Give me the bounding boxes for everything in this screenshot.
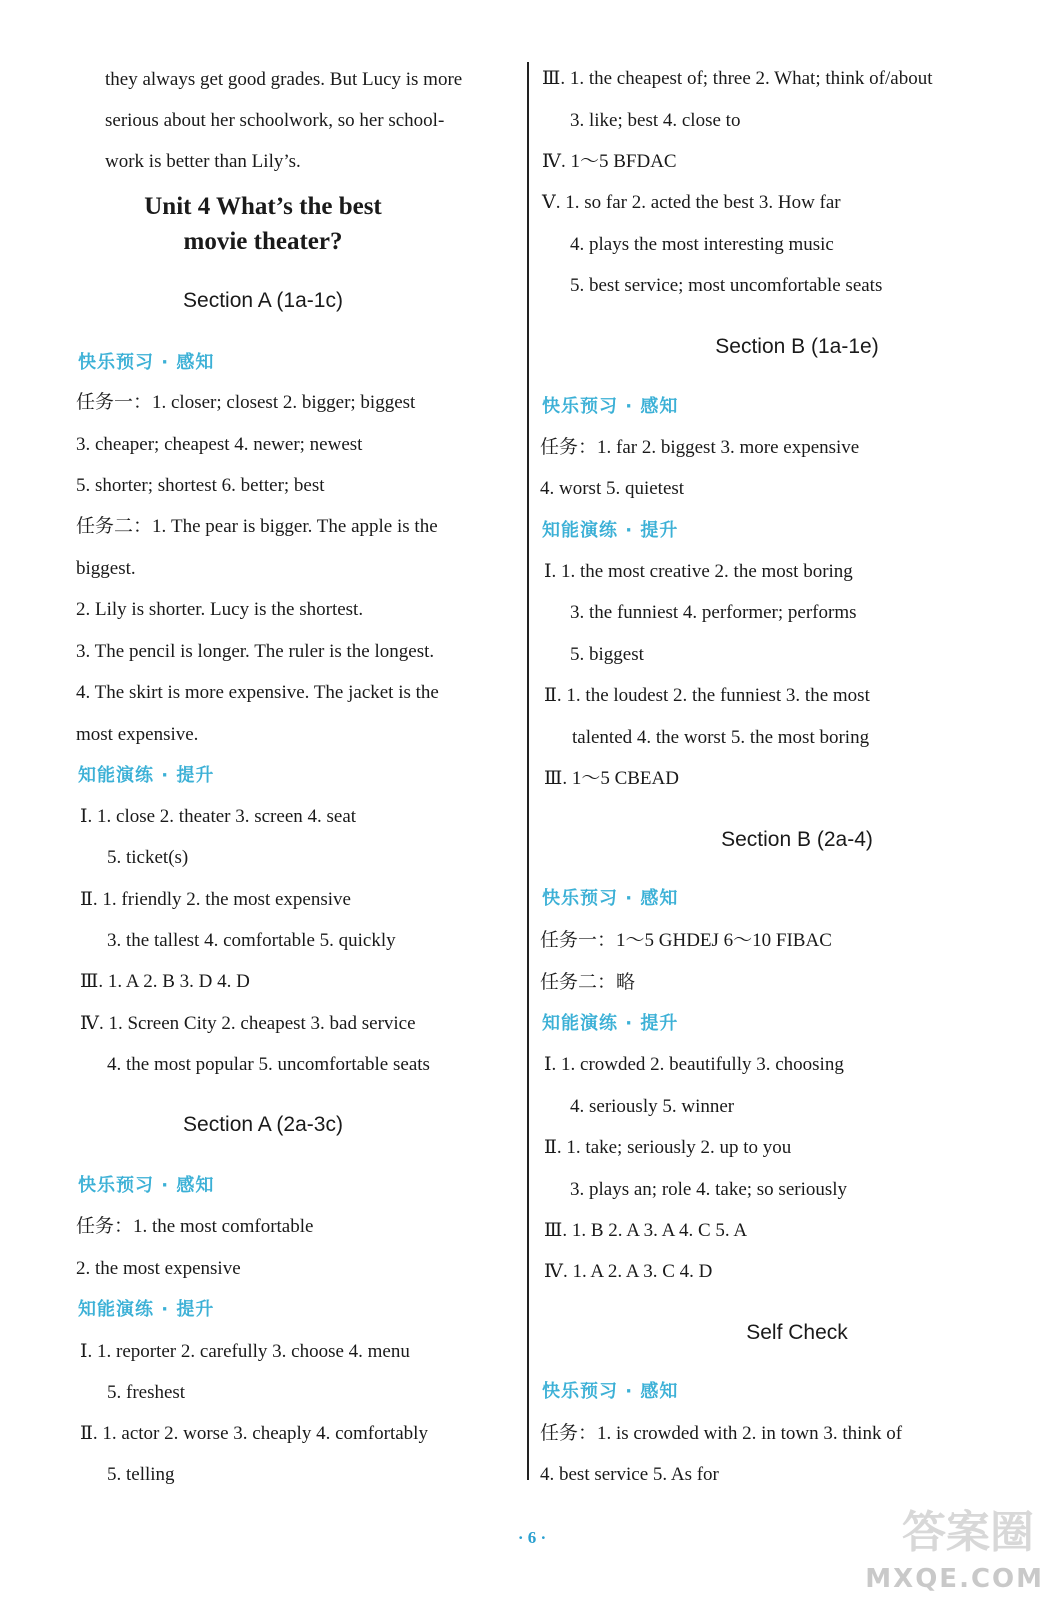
category-label: 快乐预习 · 感知 bbox=[542, 1381, 679, 1402]
exercise-line: 4. plays the most interesting music bbox=[570, 234, 834, 255]
exercise-line: talented 4. the worst 5. the most boring bbox=[572, 727, 870, 748]
answer-line: 4. worst 5. quietest bbox=[540, 478, 685, 499]
exercise-line: Ⅴ. 1. so far 2. acted the best 3. How far bbox=[542, 192, 841, 213]
answer-line: 2. the most expensive bbox=[76, 1258, 241, 1279]
exercise-line: 3. plays an; role 4. take; so seriously bbox=[570, 1179, 848, 1200]
answer-line: 4. The skirt is more expensive. The jacket is the bbox=[76, 682, 439, 703]
answer-line: 任务一：1～5 GHDEJ 6～10 FIBAC bbox=[540, 930, 832, 951]
exercise-line: Ⅲ. 1～5 CBEAD bbox=[544, 768, 679, 789]
answer-line: 5. shorter; shortest 6. better; best bbox=[76, 475, 325, 496]
category-label: 快乐预习 · 感知 bbox=[542, 888, 679, 909]
exercise-line: Ⅰ. 1. close 2. theater 3. screen 4. seat bbox=[80, 806, 357, 827]
answer-line: 4. best service 5. As for bbox=[540, 1464, 719, 1485]
intro-line: serious about her schoolwork, so her school- bbox=[105, 110, 445, 131]
watermark: MXQE.COM bbox=[865, 1564, 1044, 1594]
section-heading: Section A (2a-3c) bbox=[183, 1113, 343, 1136]
answer-line: 2. Lily is shorter. Lucy is the shortest. bbox=[76, 599, 364, 620]
answer-line: 3. cheaper; cheapest 4. newer; newest bbox=[76, 434, 363, 455]
answer-line: most expensive. bbox=[76, 724, 199, 745]
exercise-line: Ⅲ. 1. the cheapest of; three 2. What; think of/about bbox=[542, 68, 933, 89]
exercise-line: 4. seriously 5. winner bbox=[570, 1096, 735, 1117]
answer-line: 任务一：1. closer; closest 2. bigger; biggest bbox=[76, 392, 416, 413]
category-label: 知能演练 · 提升 bbox=[542, 520, 679, 541]
answer-line: 任务：1. far 2. biggest 3. more expensive bbox=[540, 437, 860, 458]
exercise-line: Ⅳ. 1. A 2. A 3. C 4. D bbox=[544, 1261, 713, 1282]
exercise-line: Ⅱ. 1. take; seriously 2. up to you bbox=[544, 1137, 792, 1158]
exercise-line: Ⅱ. 1. the loudest 2. the funniest 3. the most bbox=[544, 685, 870, 706]
category-label: 快乐预习 · 感知 bbox=[78, 352, 215, 373]
exercise-line: 3. the funniest 4. performer; performs bbox=[570, 602, 857, 623]
section-heading: Section B (1a-1e) bbox=[715, 335, 879, 358]
exercise-line: Ⅳ. 1～5 BFDAC bbox=[542, 151, 677, 172]
section-heading: Self Check bbox=[746, 1321, 848, 1344]
exercise-line: 5. telling bbox=[107, 1464, 175, 1485]
answer-line: 任务二：1. The pear is bigger. The apple is the bbox=[76, 516, 438, 537]
category-label: 快乐预习 · 感知 bbox=[542, 396, 679, 417]
exercise-line: 4. the most popular 5. uncomfortable seats bbox=[107, 1054, 430, 1075]
category-label: 快乐预习 · 感知 bbox=[78, 1175, 215, 1196]
exercise-line: Ⅰ. 1. reporter 2. carefully 3. choose 4. menu bbox=[80, 1341, 410, 1362]
exercise-line: Ⅱ. 1. friendly 2. the most expensive bbox=[80, 889, 351, 910]
page-number: · 6 · bbox=[517, 1528, 547, 1547]
answer-line: 任务二：略 bbox=[540, 972, 636, 993]
exercise-line: Ⅳ. 1. Screen City 2. cheapest 3. bad service bbox=[80, 1013, 416, 1034]
intro-line: work is better than Lily’s. bbox=[105, 151, 301, 172]
exercise-line: 3. the tallest 4. comfortable 5. quickly bbox=[107, 930, 396, 951]
category-label: 知能演练 · 提升 bbox=[78, 1299, 215, 1320]
column-divider bbox=[527, 62, 529, 1480]
exercise-line: 5. biggest bbox=[570, 644, 644, 665]
exercise-line: 5. freshest bbox=[107, 1382, 186, 1403]
answer-line: 任务：1. the most comfortable bbox=[76, 1216, 314, 1237]
category-label: 知能演练 · 提升 bbox=[542, 1013, 679, 1034]
answer-line: 3. The pencil is longer. The ruler is the longest. bbox=[76, 641, 435, 662]
intro-line: they always get good grades. But Lucy is more bbox=[105, 69, 463, 90]
unit-subtitle: movie theater? bbox=[183, 228, 343, 255]
exercise-line: Ⅲ. 1. A 2. B 3. D 4. D bbox=[80, 971, 250, 992]
category-label: 知能演练 · 提升 bbox=[78, 765, 215, 786]
exercise-line: 5. best service; most uncomfortable seats bbox=[570, 275, 883, 296]
exercise-line: 3. like; best 4. close to bbox=[570, 110, 741, 131]
exercise-line: Ⅲ. 1. B 2. A 3. A 4. C 5. A bbox=[544, 1220, 748, 1241]
section-heading: Section A (1a-1c) bbox=[183, 289, 343, 312]
exercise-line: Ⅰ. 1. crowded 2. beautifully 3. choosing bbox=[544, 1054, 844, 1075]
exercise-line: Ⅰ. 1. the most creative 2. the most boring bbox=[544, 561, 853, 582]
answer-line: biggest. bbox=[76, 558, 136, 579]
exercise-line: 5. ticket(s) bbox=[107, 847, 189, 868]
unit-title: Unit 4 What’s the best bbox=[144, 193, 382, 220]
section-heading: Section B (2a-4) bbox=[721, 828, 873, 851]
exercise-line: Ⅱ. 1. actor 2. worse 3. cheaply 4. comfortably bbox=[80, 1423, 428, 1444]
answer-line: 任务：1. is crowded with 2. in town 3. think of bbox=[540, 1423, 903, 1444]
watermark-logo: 答案圈 bbox=[902, 1507, 1034, 1558]
